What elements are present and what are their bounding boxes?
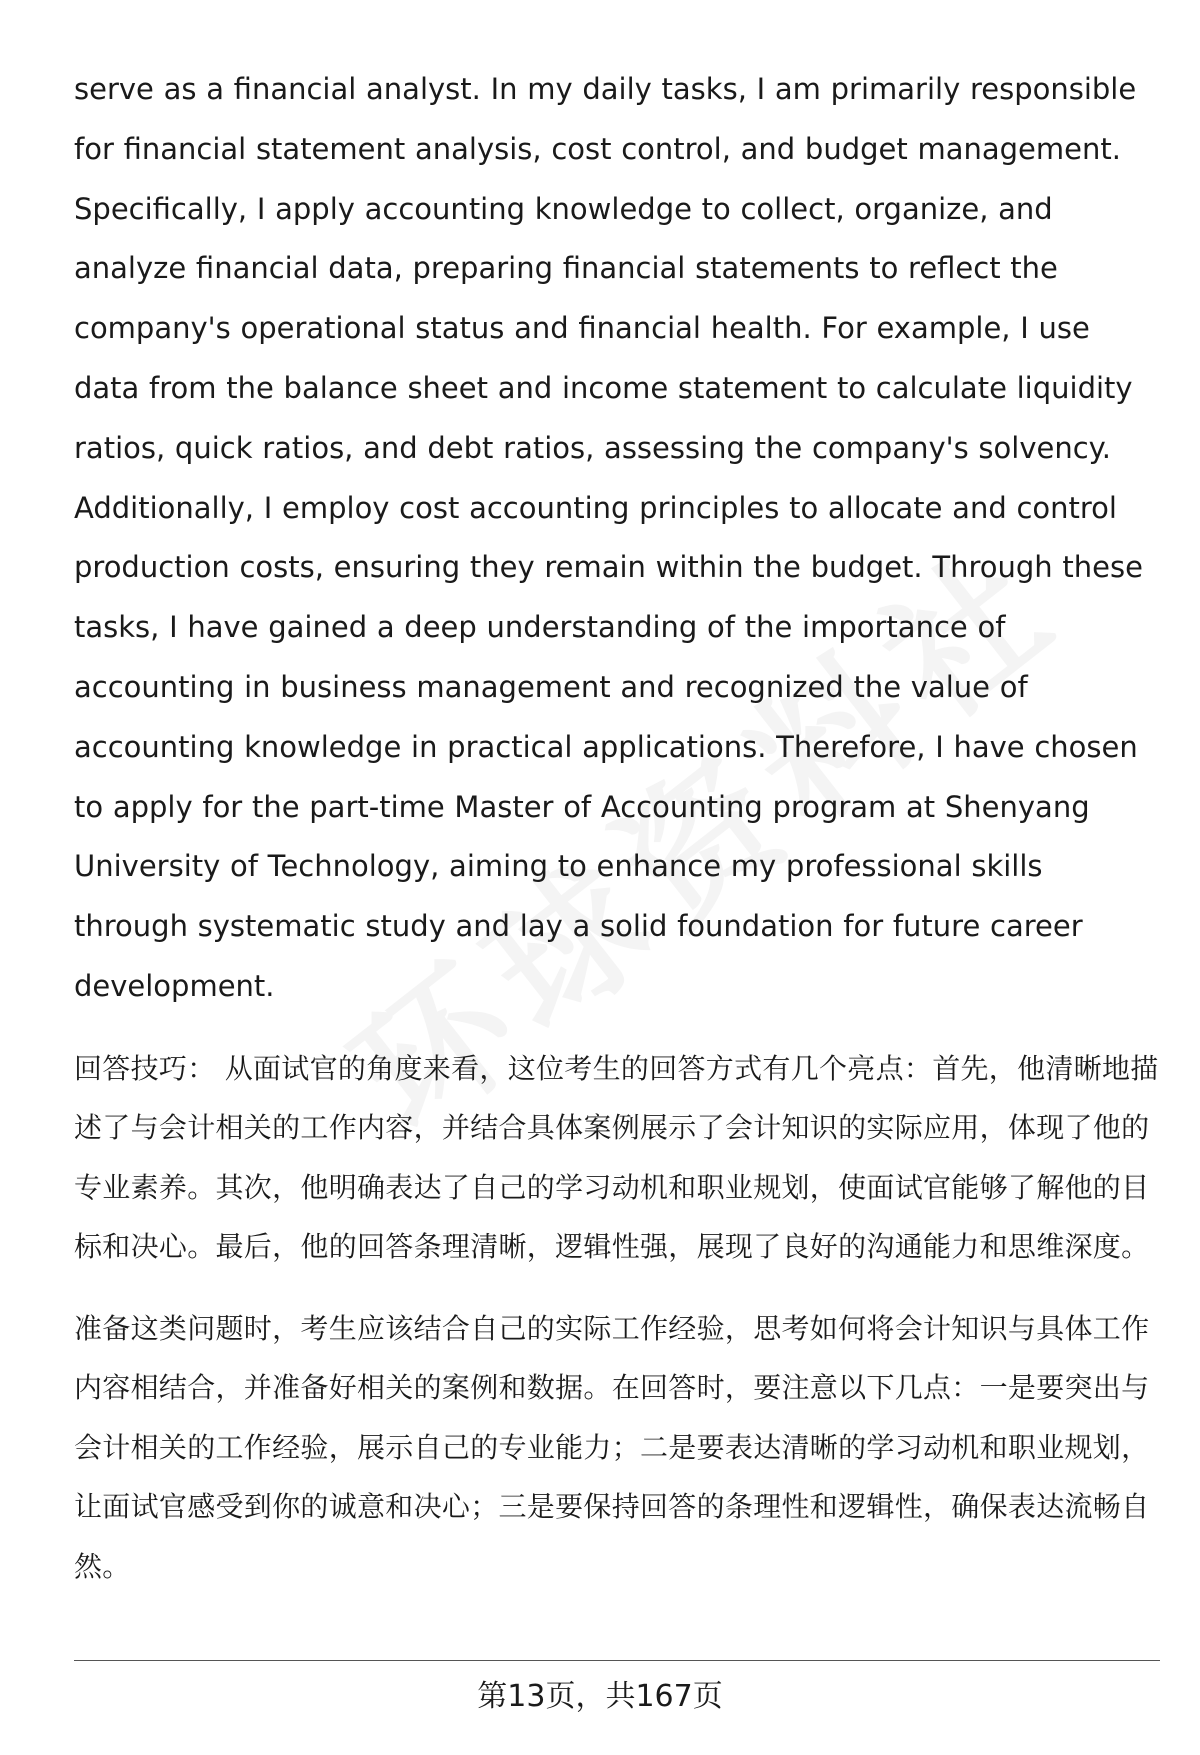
answer-tips-paragraph: 回答技巧： 从面试官的角度来看，这位考生的回答方式有几个亮点：首先，他清晰地描述了与会计相关的工作内容，并结合具体案例展示了会计知识的实际应用，体现了他的专业素养。其次，他明确表达了自己的学习动机和职业规划，使面试官能够了解他的目标和决心。最后，他的回答条理清晰，逻辑性强，展现了良好的沟通能力和思维深度。 [74, 1051, 1159, 1264]
preparation-advice-paragraph: 准备这类问题时，考生应该结合自己的实际工作经验，思考如何将会计知识与具体工作内容相结合，并准备好相关的案例和数据。在回答时，要注意以下几点：一是要突出与会计相关的工作经验，展示自己的专业能力；二是要表达清晰的学习动机和职业规划，让面试官感受到你的诚意和决心；三是要保持回答的条理性和逻辑性，确保表达流畅自然。 [74, 1311, 1150, 1583]
paragraph-spacer [74, 1277, 1160, 1299]
paragraph-spacer [74, 1017, 1160, 1039]
footer-divider [74, 1660, 1160, 1661]
page-content [74, 60, 1160, 1596]
answer-paragraph-english: serve as a financial analyst. In my daily tasks, I am primarily responsible for financial statement analysis, cost control, and budget management. Specifically, I apply accounting knowledge to collect, organize, and analyze financial data, preparing financial statements to reflect the company's operational status and financial health. For example, I use data from the balance sheet and income statement to calculate liquidity ratios, quick ratios, and debt ratios, assessing the company's solvency. Additionally, I employ cost accounting principles to allocate and control production costs, ensuring they remain within the budget. Through these tasks, I have gained a deep understanding of the importance of accounting in business management and recognized the value of accounting knowledge in practical applications. Therefore, I have chosen to apply for the part-time Master of Accounting program at Shenyang University of Technology, aiming to enhance my professional skills through systematic study and lay a solid foundation for future career development. [74, 72, 1143, 1003]
page-number: 第13页，共167页 [477, 1679, 723, 1714]
